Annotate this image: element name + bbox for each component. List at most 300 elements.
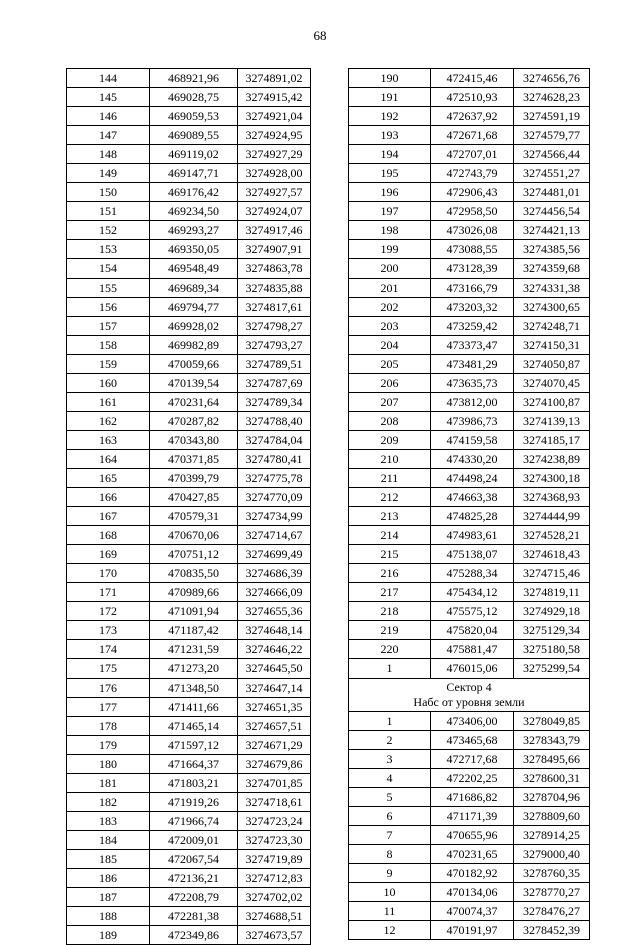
point-number-cell: 6	[349, 806, 431, 825]
point-number-cell: 185	[67, 849, 150, 868]
coordinate-y-cell: 3274891,02	[238, 69, 311, 88]
point-number-cell: 176	[67, 678, 150, 697]
coordinate-y-cell: 3274385,56	[514, 240, 590, 259]
table-row	[349, 787, 590, 806]
coordinate-x-cell: 475881,47	[431, 640, 514, 659]
coordinate-x-cell: 474983,61	[431, 526, 514, 545]
table-row	[67, 221, 311, 240]
coordinate-y-cell: 3274150,31	[514, 335, 590, 354]
point-number-cell: 144	[67, 69, 150, 88]
point-number-cell: 217	[349, 583, 431, 602]
coordinate-x-cell: 470287,82	[150, 411, 238, 430]
coordinate-y-cell: 3278809,60	[514, 806, 590, 825]
point-number-cell: 156	[67, 297, 150, 316]
table-row	[67, 107, 311, 126]
point-number-cell: 8	[349, 844, 431, 863]
point-number-cell: 201	[349, 278, 431, 297]
coordinate-y-cell: 3274714,67	[238, 526, 311, 545]
coordinate-x-cell: 469689,34	[150, 278, 238, 297]
point-number-cell: 12	[349, 921, 431, 940]
table-row	[67, 697, 311, 716]
coordinate-y-cell: 3274686,39	[238, 564, 311, 583]
point-number-cell: 150	[67, 183, 150, 202]
coordinate-x-cell: 473635,73	[431, 373, 514, 392]
table-row	[67, 868, 311, 887]
table-row	[67, 449, 311, 468]
point-number-cell: 171	[67, 583, 150, 602]
coordinate-y-cell: 3278049,85	[514, 711, 590, 730]
coordinate-y-cell: 3274915,42	[238, 88, 311, 107]
table-row	[349, 806, 590, 825]
coordinate-x-cell: 470231,65	[431, 844, 514, 863]
table-row	[67, 430, 311, 449]
coordinate-x-cell: 473203,32	[431, 297, 514, 316]
table-row	[67, 278, 311, 297]
coordinate-y-cell: 3274788,40	[238, 411, 311, 430]
table-row	[67, 640, 311, 659]
coordinate-x-cell: 469089,55	[150, 126, 238, 145]
coordinate-y-cell: 3274798,27	[238, 316, 311, 335]
sector-subtitle: Набс от уровня земли	[413, 694, 525, 709]
coordinate-y-cell: 3274421,13	[514, 221, 590, 240]
point-number-cell: 9	[349, 863, 431, 882]
point-number-cell: 209	[349, 430, 431, 449]
coordinate-x-cell: 470751,12	[150, 545, 238, 564]
coordinate-y-cell: 3274723,30	[238, 830, 311, 849]
point-number-cell: 1	[349, 711, 431, 730]
coordinate-x-cell: 472208,79	[150, 888, 238, 907]
coordinate-x-cell: 471091,94	[150, 602, 238, 621]
coordinate-x-cell: 475288,34	[431, 564, 514, 583]
coordinate-y-cell: 3275129,34	[514, 621, 590, 640]
coordinate-x-cell: 470835,50	[150, 564, 238, 583]
point-number-cell: 172	[67, 602, 150, 621]
coordinates-table-right	[348, 68, 590, 940]
coordinate-x-cell: 469147,71	[150, 164, 238, 183]
point-number-cell: 202	[349, 297, 431, 316]
table-row	[349, 297, 590, 316]
point-number-cell: 181	[67, 773, 150, 792]
coordinate-y-cell: 3274770,09	[238, 488, 311, 507]
coordinate-x-cell: 472637,92	[431, 107, 514, 126]
point-number-cell: 208	[349, 411, 431, 430]
coordinate-y-cell: 3274863,78	[238, 259, 311, 278]
table-row	[67, 583, 311, 602]
table-row	[67, 526, 311, 545]
table-row	[349, 507, 590, 526]
table-row	[67, 88, 311, 107]
point-number-cell: 157	[67, 316, 150, 335]
table-row	[349, 164, 590, 183]
point-number-cell: 205	[349, 354, 431, 373]
coordinate-x-cell: 473259,42	[431, 316, 514, 335]
table-row	[67, 888, 311, 907]
coordinate-x-cell: 471597,12	[150, 735, 238, 754]
coordinate-y-cell: 3274648,14	[238, 621, 311, 640]
point-number-cell: 191	[349, 88, 431, 107]
table-row	[349, 863, 590, 882]
table-row	[349, 316, 590, 335]
point-number-cell: 203	[349, 316, 431, 335]
point-number-cell: 194	[349, 145, 431, 164]
table-row	[349, 88, 590, 107]
coordinate-y-cell: 3274566,44	[514, 145, 590, 164]
coordinate-y-cell: 3274715,46	[514, 564, 590, 583]
point-number-cell: 145	[67, 88, 150, 107]
coordinate-x-cell: 472717,68	[431, 749, 514, 768]
coordinate-x-cell: 473088,55	[431, 240, 514, 259]
coordinate-y-cell: 3274666,09	[238, 583, 311, 602]
coordinate-y-cell: 3275299,54	[514, 659, 590, 678]
coordinate-y-cell: 3274917,46	[238, 221, 311, 240]
point-number-cell: 220	[349, 640, 431, 659]
table-row	[67, 316, 311, 335]
coordinate-y-cell: 3274928,00	[238, 164, 311, 183]
coordinate-x-cell: 469794,77	[150, 297, 238, 316]
coordinate-y-cell: 3274651,35	[238, 697, 311, 716]
point-number-cell: 173	[67, 621, 150, 640]
coordinate-y-cell: 3274718,61	[238, 792, 311, 811]
point-number-cell: 212	[349, 488, 431, 507]
coordinate-y-cell: 3274645,50	[238, 659, 311, 678]
table-row	[349, 901, 590, 920]
coordinate-y-cell: 3274789,51	[238, 354, 311, 373]
coordinate-x-cell: 470670,06	[150, 526, 238, 545]
coordinate-x-cell: 474330,20	[431, 449, 514, 468]
coordinate-y-cell: 3274300,18	[514, 468, 590, 487]
coordinate-y-cell: 3274070,45	[514, 373, 590, 392]
coordinate-y-cell: 3274456,54	[514, 202, 590, 221]
coordinate-x-cell: 473812,00	[431, 392, 514, 411]
coordinate-y-cell: 3274924,07	[238, 202, 311, 221]
point-number-cell: 152	[67, 221, 150, 240]
coordinate-y-cell: 3274647,14	[238, 678, 311, 697]
point-number-cell: 190	[349, 69, 431, 88]
coordinate-y-cell: 3274734,99	[238, 507, 311, 526]
point-number-cell: 5	[349, 787, 431, 806]
table-row	[67, 164, 311, 183]
point-number-cell: 164	[67, 449, 150, 468]
table-row	[349, 621, 590, 640]
table-row	[349, 202, 590, 221]
coordinate-x-cell: 471231,59	[150, 640, 238, 659]
coordinate-x-cell: 469293,27	[150, 221, 238, 240]
table-row	[349, 240, 590, 259]
coordinate-x-cell: 470231,64	[150, 392, 238, 411]
point-number-cell: 180	[67, 754, 150, 773]
coordinate-y-cell: 3274924,95	[238, 126, 311, 145]
table-row	[349, 354, 590, 373]
table-row	[349, 711, 590, 730]
table-row	[349, 488, 590, 507]
point-number-cell: 193	[349, 126, 431, 145]
table-row	[67, 126, 311, 145]
table-row	[349, 526, 590, 545]
coordinate-x-cell: 470191,97	[431, 921, 514, 940]
coordinate-x-cell: 471465,14	[150, 716, 238, 735]
coordinate-y-cell: 3274673,57	[238, 926, 311, 945]
point-number-cell: 174	[67, 640, 150, 659]
coordinate-y-cell: 3274628,23	[514, 88, 590, 107]
coordinate-y-cell: 3274702,02	[238, 888, 311, 907]
point-number-cell: 153	[67, 240, 150, 259]
coordinate-x-cell: 470059,66	[150, 354, 238, 373]
coordinate-y-cell: 3274331,38	[514, 278, 590, 297]
coordinate-x-cell: 474159,58	[431, 430, 514, 449]
coordinates-table-left	[66, 68, 311, 945]
coordinate-x-cell: 470134,06	[431, 882, 514, 901]
point-number-cell: 11	[349, 901, 431, 920]
point-number-cell: 163	[67, 430, 150, 449]
table-row	[349, 749, 590, 768]
coordinate-x-cell: 472510,93	[431, 88, 514, 107]
point-number-cell: 162	[67, 411, 150, 430]
table-row	[67, 259, 311, 278]
coordinate-y-cell: 3274248,71	[514, 316, 590, 335]
point-number-cell: 170	[67, 564, 150, 583]
coordinate-y-cell: 3274591,19	[514, 107, 590, 126]
coordinate-x-cell: 473481,29	[431, 354, 514, 373]
coordinate-x-cell: 471966,74	[150, 811, 238, 830]
table-row	[67, 564, 311, 583]
coordinate-y-cell: 3274712,83	[238, 868, 311, 887]
table-row	[67, 773, 311, 792]
table-row	[349, 564, 590, 583]
table-row	[67, 735, 311, 754]
coordinate-y-cell: 3274100,87	[514, 392, 590, 411]
point-number-cell: 167	[67, 507, 150, 526]
coordinate-x-cell: 476015,06	[431, 659, 514, 678]
table-row	[349, 921, 590, 940]
sector-header-row	[349, 678, 590, 711]
coordinate-x-cell: 472281,38	[150, 907, 238, 926]
point-number-cell: 160	[67, 373, 150, 392]
table-row	[67, 545, 311, 564]
coordinate-x-cell: 471919,26	[150, 792, 238, 811]
point-number-cell: 215	[349, 545, 431, 564]
coordinate-x-cell: 474663,38	[431, 488, 514, 507]
coordinate-x-cell: 470399,79	[150, 468, 238, 487]
coordinate-x-cell: 474825,28	[431, 507, 514, 526]
point-number-cell: 166	[67, 488, 150, 507]
coordinate-x-cell: 472671,68	[431, 126, 514, 145]
coordinate-y-cell: 3274656,76	[514, 69, 590, 88]
table-row	[67, 145, 311, 164]
point-number-cell: 7	[349, 825, 431, 844]
coordinate-y-cell: 3274723,24	[238, 811, 311, 830]
coordinate-y-cell: 3278343,79	[514, 730, 590, 749]
point-number-cell: 200	[349, 259, 431, 278]
coordinate-y-cell: 3274921,04	[238, 107, 311, 126]
point-number-cell: 218	[349, 602, 431, 621]
point-number-cell: 146	[67, 107, 150, 126]
coordinate-y-cell: 3274528,21	[514, 526, 590, 545]
table-row	[349, 825, 590, 844]
point-number-cell: 165	[67, 468, 150, 487]
table-row	[67, 335, 311, 354]
coordinate-x-cell: 472958,50	[431, 202, 514, 221]
coordinate-y-cell: 3274657,51	[238, 716, 311, 735]
coordinate-y-cell: 3274618,43	[514, 545, 590, 564]
table-row	[67, 507, 311, 526]
point-number-cell: 179	[67, 735, 150, 754]
coordinate-y-cell: 3274819,11	[514, 583, 590, 602]
table-row	[67, 488, 311, 507]
table-row	[67, 354, 311, 373]
table-row	[349, 659, 590, 678]
point-number-cell: 204	[349, 335, 431, 354]
coordinate-x-cell: 473026,08	[431, 221, 514, 240]
table-row	[67, 811, 311, 830]
coordinate-y-cell: 3274817,61	[238, 297, 311, 316]
coordinate-x-cell: 472136,21	[150, 868, 238, 887]
table-row	[349, 69, 590, 88]
point-number-cell: 211	[349, 468, 431, 487]
coordinate-x-cell: 475434,12	[431, 583, 514, 602]
point-number-cell: 206	[349, 373, 431, 392]
coordinate-x-cell: 472009,01	[150, 830, 238, 849]
table-row	[67, 602, 311, 621]
coordinate-y-cell: 3278770,27	[514, 882, 590, 901]
table-row	[349, 278, 590, 297]
coordinate-x-cell: 470427,85	[150, 488, 238, 507]
coordinate-y-cell: 3274793,27	[238, 335, 311, 354]
coordinate-y-cell: 3274655,36	[238, 602, 311, 621]
table-row	[67, 183, 311, 202]
page-number: 68	[313, 28, 327, 43]
table-row	[349, 126, 590, 145]
point-number-cell: 186	[67, 868, 150, 887]
point-number-cell: 10	[349, 882, 431, 901]
table-row	[67, 792, 311, 811]
point-number-cell: 198	[349, 221, 431, 240]
point-number-cell: 177	[67, 697, 150, 716]
point-number-cell: 196	[349, 183, 431, 202]
coordinate-y-cell: 3274646,22	[238, 640, 311, 659]
point-number-cell: 197	[349, 202, 431, 221]
coordinate-y-cell: 3274444,99	[514, 507, 590, 526]
table-row	[67, 849, 311, 868]
point-number-cell: 147	[67, 126, 150, 145]
coordinate-y-cell: 3278704,96	[514, 787, 590, 806]
point-number-cell: 183	[67, 811, 150, 830]
table-row	[349, 882, 590, 901]
coordinate-x-cell: 474498,24	[431, 468, 514, 487]
point-number-cell: 161	[67, 392, 150, 411]
point-number-cell: 192	[349, 107, 431, 126]
coordinate-y-cell: 3278495,66	[514, 749, 590, 768]
table-row	[67, 202, 311, 221]
coordinate-x-cell: 472202,25	[431, 768, 514, 787]
coordinate-y-cell: 3274671,29	[238, 735, 311, 754]
table-row	[67, 907, 311, 926]
coordinate-x-cell: 471187,42	[150, 621, 238, 640]
coordinate-y-cell: 3274238,89	[514, 449, 590, 468]
coordinate-x-cell: 475575,12	[431, 602, 514, 621]
coordinate-y-cell: 3274481,01	[514, 183, 590, 202]
coordinate-y-cell: 3274780,41	[238, 449, 311, 468]
table-row	[349, 545, 590, 564]
point-number-cell: 175	[67, 659, 150, 678]
coordinate-y-cell: 3274050,87	[514, 354, 590, 373]
coordinate-x-cell: 469928,02	[150, 316, 238, 335]
table-row	[349, 468, 590, 487]
coordinate-x-cell: 470989,66	[150, 583, 238, 602]
coordinate-y-cell: 3274929,18	[514, 602, 590, 621]
coordinate-x-cell: 475138,07	[431, 545, 514, 564]
point-number-cell: 219	[349, 621, 431, 640]
coordinate-y-cell: 3274787,69	[238, 373, 311, 392]
table-row	[67, 659, 311, 678]
coordinate-y-cell: 3274688,51	[238, 907, 311, 926]
point-number-cell: 189	[67, 926, 150, 945]
coordinate-y-cell: 3279000,40	[514, 844, 590, 863]
coordinate-x-cell: 472067,54	[150, 849, 238, 868]
point-number-cell: 3	[349, 749, 431, 768]
point-number-cell: 151	[67, 202, 150, 221]
table-row	[349, 373, 590, 392]
table-row	[67, 69, 311, 88]
coordinate-y-cell: 3274784,04	[238, 430, 311, 449]
coordinate-y-cell: 3274907,91	[238, 240, 311, 259]
table-row	[349, 730, 590, 749]
coordinate-x-cell: 473373,47	[431, 335, 514, 354]
table-row	[67, 297, 311, 316]
coordinate-x-cell: 470074,37	[431, 901, 514, 920]
coordinate-x-cell: 469028,75	[150, 88, 238, 107]
coordinate-x-cell: 469234,50	[150, 202, 238, 221]
coordinate-x-cell: 469176,42	[150, 183, 238, 202]
coordinate-x-cell: 468921,96	[150, 69, 238, 88]
coordinate-x-cell: 475820,04	[431, 621, 514, 640]
coordinate-y-cell: 3274139,13	[514, 411, 590, 430]
point-number-cell: 214	[349, 526, 431, 545]
coordinate-x-cell: 469982,89	[150, 335, 238, 354]
table-row	[349, 640, 590, 659]
coordinate-x-cell: 472743,79	[431, 164, 514, 183]
table-row	[349, 844, 590, 863]
coordinate-x-cell: 473166,79	[431, 278, 514, 297]
coordinate-y-cell: 3274579,77	[514, 126, 590, 145]
coordinate-x-cell: 469119,02	[150, 145, 238, 164]
point-number-cell: 2	[349, 730, 431, 749]
coordinate-x-cell: 473128,39	[431, 259, 514, 278]
coordinate-y-cell: 3274368,93	[514, 488, 590, 507]
coordinate-y-cell: 3274679,86	[238, 754, 311, 773]
coordinate-x-cell: 471803,21	[150, 773, 238, 792]
coordinate-x-cell: 473406,00	[431, 711, 514, 730]
table-row	[349, 221, 590, 240]
point-number-cell: 210	[349, 449, 431, 468]
point-number-cell: 1	[349, 659, 431, 678]
coordinate-x-cell: 470139,54	[150, 373, 238, 392]
coordinate-y-cell: 3275180,58	[514, 640, 590, 659]
coordinate-x-cell: 472707,01	[431, 145, 514, 164]
table-row	[349, 602, 590, 621]
table-row	[349, 145, 590, 164]
table-row	[67, 716, 311, 735]
point-number-cell: 207	[349, 392, 431, 411]
coordinate-x-cell: 472415,46	[431, 69, 514, 88]
coordinate-y-cell: 3278600,31	[514, 768, 590, 787]
sector-title: Сектор 4	[446, 680, 492, 695]
table-row	[67, 392, 311, 411]
point-number-cell: 158	[67, 335, 150, 354]
point-number-cell: 148	[67, 145, 150, 164]
table-row	[349, 768, 590, 787]
coordinate-x-cell: 472906,43	[431, 183, 514, 202]
point-number-cell: 199	[349, 240, 431, 259]
